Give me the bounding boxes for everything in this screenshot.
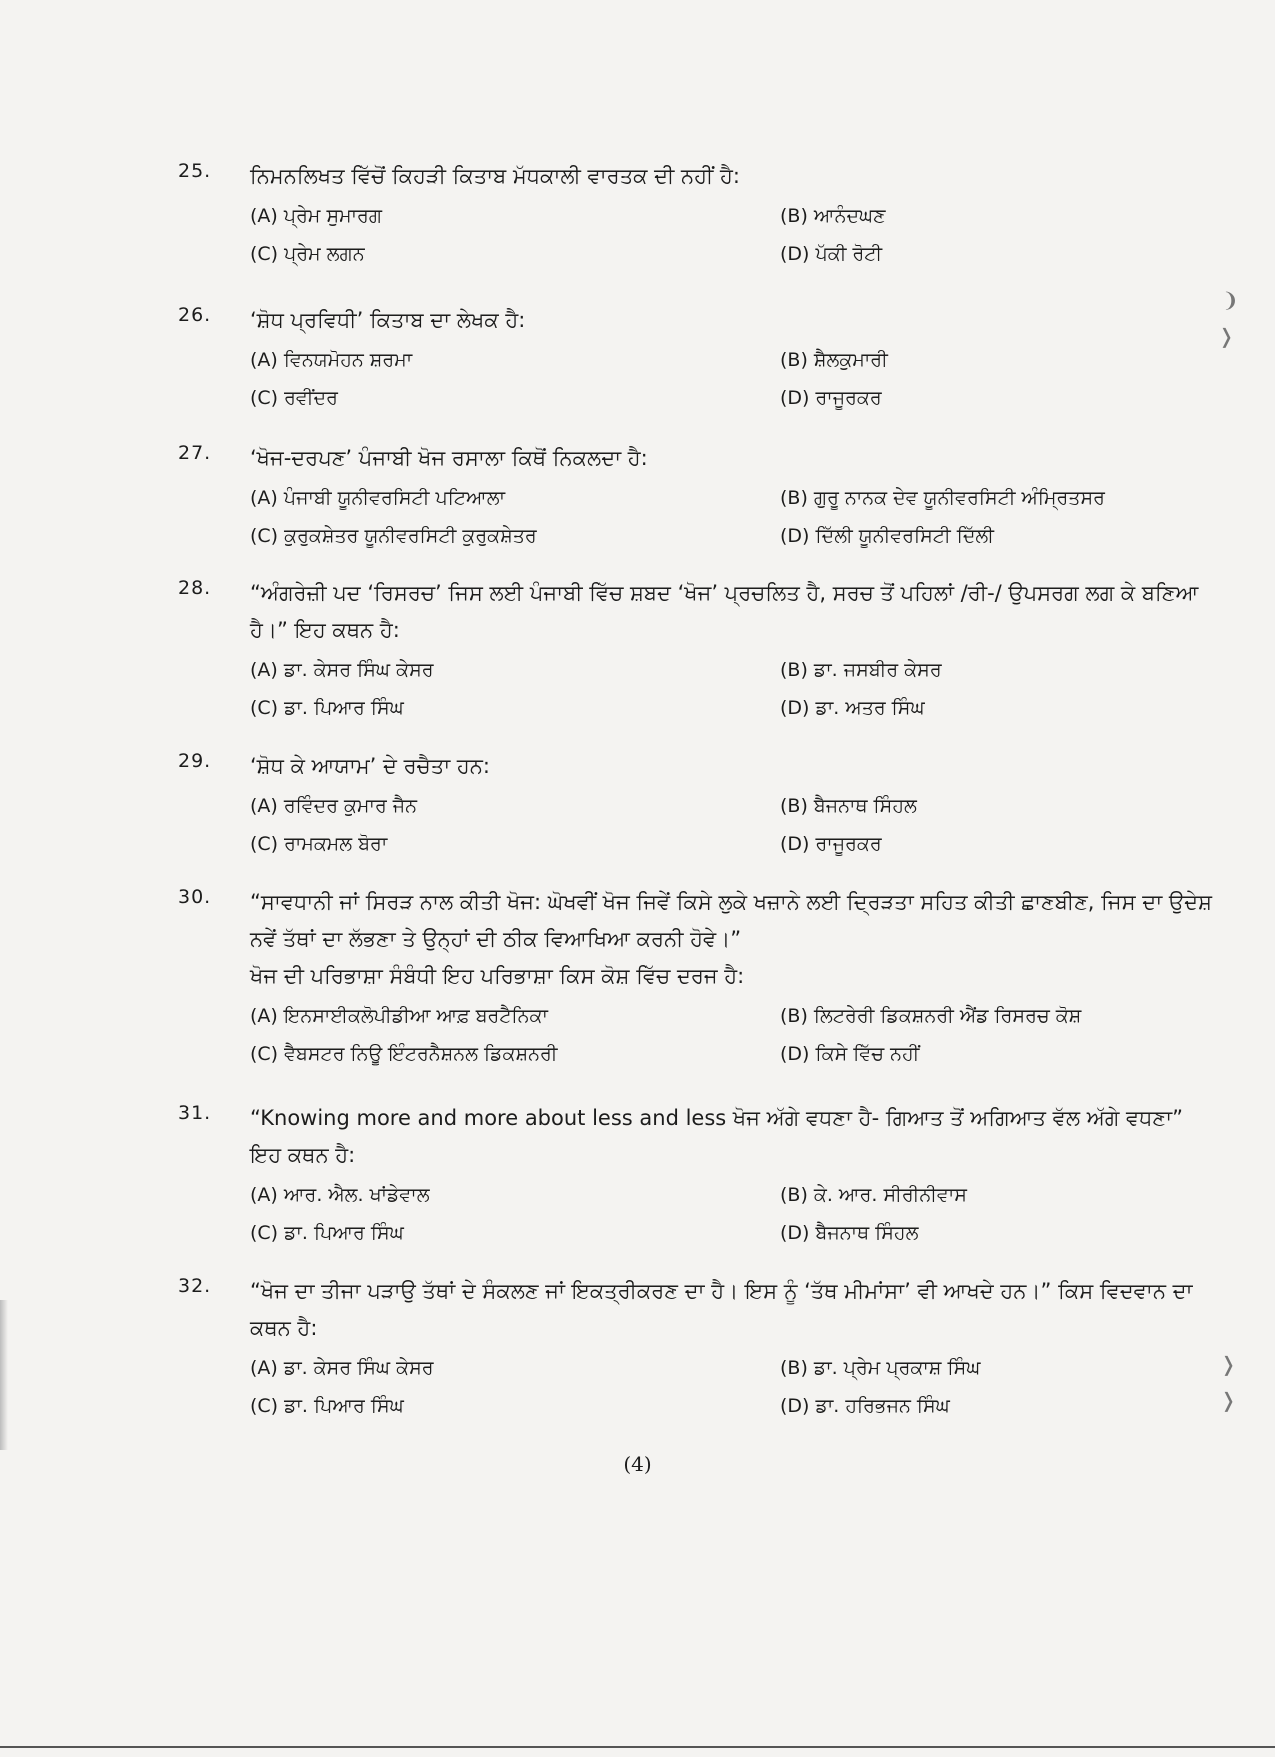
option-b: (B) ਆਨੰਦਘਣ bbox=[780, 205, 886, 227]
option-a: (A) ਵਿਨਯਮੋਹਨ ਸ਼ਰਮਾ bbox=[250, 349, 413, 371]
options bbox=[250, 653, 1218, 725]
option-b: (B) ਡਾ. ਜਸਬੀਰ ਕੇਸਰ bbox=[780, 659, 942, 681]
options bbox=[250, 1351, 1218, 1423]
option-a: (A) ਪ੍ਰੇਮ ਸੁਮਾਰਗ bbox=[250, 205, 383, 227]
question-number: 27. bbox=[178, 442, 212, 464]
option-b: (B) ਕੇ. ਆਰ. ਸੀਰੀਨੀਵਾਸ bbox=[780, 1184, 967, 1206]
option-a: (A) ਡਾ. ਕੇਸਰ ਸਿੰਘ ਕੇਸਰ bbox=[250, 659, 434, 681]
option-b: (B) ਲਿਟਰੇਰੀ ਡਿਕਸ਼ਨਰੀ ਐਂਡ ਰਿਸਰਚ ਕੋਸ਼ bbox=[780, 1005, 1082, 1027]
option-c: (C) ਡਾ. ਪਿਆਰ ਸਿੰਘ bbox=[250, 697, 404, 719]
options bbox=[250, 1178, 1218, 1250]
scan-mark: ❭ bbox=[1220, 1388, 1237, 1412]
option-c: (C) ਡਾ. ਪਿਆਰ ਸਿੰਘ bbox=[250, 1395, 404, 1417]
option-d: (D) ਡਾ. ਹਰਿਭਜਨ ਸਿੰਘ bbox=[780, 1395, 950, 1417]
option-d: (D) ਰਾਜੂਰਕਰ bbox=[780, 387, 882, 409]
option-d: (D) ਦਿੱਲੀ ਯੂਨੀਵਰਸਿਟੀ ਦਿੱਲੀ bbox=[780, 525, 994, 547]
question-32 bbox=[178, 1273, 1218, 1423]
question-number: 29. bbox=[178, 750, 212, 772]
question-text: “ਅੰਗਰੇਜ਼ੀ ਪਦ ‘ਰਿਸਰਚ’ ਜਿਸ ਲਈ ਪੰਜਾਬੀ ਵਿੱਚ ਸ਼ਬਦ ‘ਖੋਜ’ ਪ੍ਰਚਲਿਤ ਹੈ, ਸਰਚ ਤੋਂ ਪਹਿਲਾਂ /ਰੀ-/ ਉਪਸਰਗ ਲਗ ਕੇ ਬਣਿਆ ਹੈ।” ਇਹ ਕਥਨ ਹੈ: bbox=[250, 581, 1199, 642]
option-d: (D) ਪੱਕੀ ਰੋਟੀ bbox=[780, 243, 883, 265]
option-b: (B) ਬੈਜਨਾਥ ਸਿੰਹਲ bbox=[780, 795, 917, 817]
option-a: (A) ਰਵਿੰਦਰ ਕੁਮਾਰ ਜੈਨ bbox=[250, 795, 418, 817]
option-a: (A) ਪੰਜਾਬੀ ਯੂਨੀਵਰਸਿਟੀ ਪਟਿਆਲਾ bbox=[250, 487, 505, 509]
option-d: (D) ਕਿਸੇ ਵਿੱਚ ਨਹੀਂ bbox=[780, 1043, 920, 1065]
question-28 bbox=[178, 575, 1218, 725]
question-number: 30. bbox=[178, 886, 212, 908]
scan-mark: ❭ bbox=[1220, 1352, 1237, 1376]
question-26 bbox=[178, 302, 1218, 415]
question-number: 32. bbox=[178, 1275, 212, 1297]
option-d: (D) ਡਾ. ਅਤਰ ਸਿੰਘ bbox=[780, 697, 925, 719]
question-31 bbox=[178, 1100, 1218, 1250]
option-c: (C) ਡਾ. ਪਿਆਰ ਸਿੰਘ bbox=[250, 1222, 404, 1244]
options bbox=[250, 343, 1218, 415]
question-29 bbox=[178, 748, 1218, 861]
question-number: 31. bbox=[178, 1102, 212, 1124]
options bbox=[250, 199, 1218, 271]
options bbox=[250, 999, 1218, 1071]
option-d: (D) ਬੈਜਨਾਥ ਸਿੰਹਲ bbox=[780, 1222, 919, 1244]
scan-mark: ❭ bbox=[1218, 324, 1235, 348]
option-b: (B) ਸ਼ੈਲਕੁਮਾਰੀ bbox=[780, 349, 888, 371]
scan-shadow bbox=[0, 1300, 8, 1450]
page-number: (4) bbox=[623, 1452, 652, 1476]
option-a: (A) ਡਾ. ਕੇਸਰ ਸਿੰਘ ਕੇਸਰ bbox=[250, 1357, 434, 1379]
scan-mark: ❩ bbox=[1222, 288, 1239, 312]
question-number: 25. bbox=[178, 160, 212, 182]
option-d: (D) ਰਾਜੂਰਕਰ bbox=[780, 833, 882, 855]
question-text: ‘ਖੋਜ-ਦਰਪਣ’ ਪੰਜਾਬੀ ਖੋਜ ਰਸਾਲਾ ਕਿਥੋਂ ਨਿਕਲਦਾ ਹੈ: bbox=[250, 446, 648, 470]
option-c: (C) ਰਾਮਕਮਲ ਬੋਰਾ bbox=[250, 833, 388, 855]
options bbox=[250, 481, 1218, 553]
options bbox=[250, 789, 1218, 861]
question-subtext: ਖੋਜ ਦੀ ਪਰਿਭਾਸ਼ਾ ਸੰਬੰਧੀ ਇਹ ਪਰਿਭਾਸ਼ਾ ਕਿਸ ਕੋਸ਼ ਵਿੱਚ ਦਰਜ ਹੈ: bbox=[250, 964, 745, 988]
option-c: (C) ਕੁਰੁਕਸ਼ੇਤਰ ਯੂਨੀਵਰਸਿਟੀ ਕੁਰੁਕਸ਼ੇਤਰ bbox=[250, 525, 537, 547]
scan-edge-line bbox=[0, 1746, 1275, 1748]
question-text: “Knowing more and more about less and less ਖੋਜ ਅੱਗੇ ਵਧਣਾ ਹੈ- ਗਿਆਤ ਤੋਂ ਅਗਿਆਤ ਵੱਲ ਅੱਗੇ ਵਧਣਾ” ਇਹ ਕਥਨ ਹੈ: bbox=[250, 1106, 1183, 1167]
option-c: (C) ਪ੍ਰੇਮ ਲਗਨ bbox=[250, 243, 365, 265]
question-number: 28. bbox=[178, 577, 212, 599]
question-text: ‘ਸ਼ੋਧ ਕੇ ਆਯਾਮ’ ਦੇ ਰਚੈਤਾ ਹਨ: bbox=[250, 754, 490, 778]
question-text: ਨਿਮਨਲਿਖਤ ਵਿੱਚੋਂ ਕਿਹੜੀ ਕਿਤਾਬ ਮੱਧਕਾਲੀ ਵਾਰਤਕ ਦੀ ਨਹੀਂ ਹੈ: bbox=[250, 164, 741, 188]
option-a: (A) ਇਨਸਾਈਕਲੋਪੀਡੀਆ ਆਫ਼ ਬਰਟੈਨਿਕਾ bbox=[250, 1005, 548, 1027]
question-25 bbox=[178, 158, 1218, 271]
question-number: 26. bbox=[178, 304, 212, 326]
question-text: “ਖੋਜ ਦਾ ਤੀਜਾ ਪੜਾਉ ਤੱਥਾਂ ਦੇ ਸੰਕਲਣ ਜਾਂ ਇਕਤ੍ਰੀਕਰਣ ਦਾ ਹੈ। ਇਸ ਨੂੰ ‘ਤੱਥ ਮੀਮਾਂਸਾ’ ਵੀ ਆਖਦੇ ਹਨ।” ਕਿਸ ਵਿਦਵਾਨ ਦਾ ਕਥਨ ਹੈ: bbox=[250, 1279, 1193, 1340]
question-text: “ਸਾਵਧਾਨੀ ਜਾਂ ਸਿਰੜ ਨਾਲ ਕੀਤੀ ਖੋਜ: ਘੋਖਵੀਂ ਖੋਜ ਜਿਵੇਂ ਕਿਸੇ ਲੁਕੇ ਖਜ਼ਾਨੇ ਲਈ ਦ੍ਰਿੜਤਾ ਸਹਿਤ ਕੀਤੀ ਛਾਣਬੀਣ, ਜਿਸ ਦਾ ਉਦੇਸ਼ ਨਵੇਂ ਤੱਥਾਂ ਦਾ ਲੱਭਣਾ ਤੇ ਉਨ੍ਹਾਂ ਦੀ ਠੀਕ ਵਿਆਖਿਆ ਕਰਨੀ ਹੋਵੇ।” bbox=[250, 890, 1212, 951]
option-c: (C) ਰਵੀਂਦਰ bbox=[250, 387, 338, 409]
option-c: (C) ਵੈਬਸਟਰ ਨਿਊ ਇੰਟਰਨੈਸ਼ਨਲ ਡਿਕਸ਼ਨਰੀ bbox=[250, 1043, 558, 1065]
question-30 bbox=[178, 884, 1218, 1071]
question-text: ‘ਸ਼ੋਧ ਪ੍ਰਵਿਧੀ’ ਕਿਤਾਬ ਦਾ ਲੇਖਕ ਹੈ: bbox=[250, 308, 526, 332]
question-27 bbox=[178, 440, 1218, 553]
option-a: (A) ਆਰ. ਐਲ. ਖਾਂਡੇਵਾਲ bbox=[250, 1184, 430, 1206]
option-b: (B) ਗੁਰੂ ਨਾਨਕ ਦੇਵ ਯੂਨੀਵਰਸਿਟੀ ਅੰਮ੍ਰਿਤਸਰ bbox=[780, 487, 1105, 509]
option-b: (B) ਡਾ. ਪ੍ਰੇਮ ਪ੍ਰਕਾਸ਼ ਸਿੰਘ bbox=[780, 1357, 981, 1379]
